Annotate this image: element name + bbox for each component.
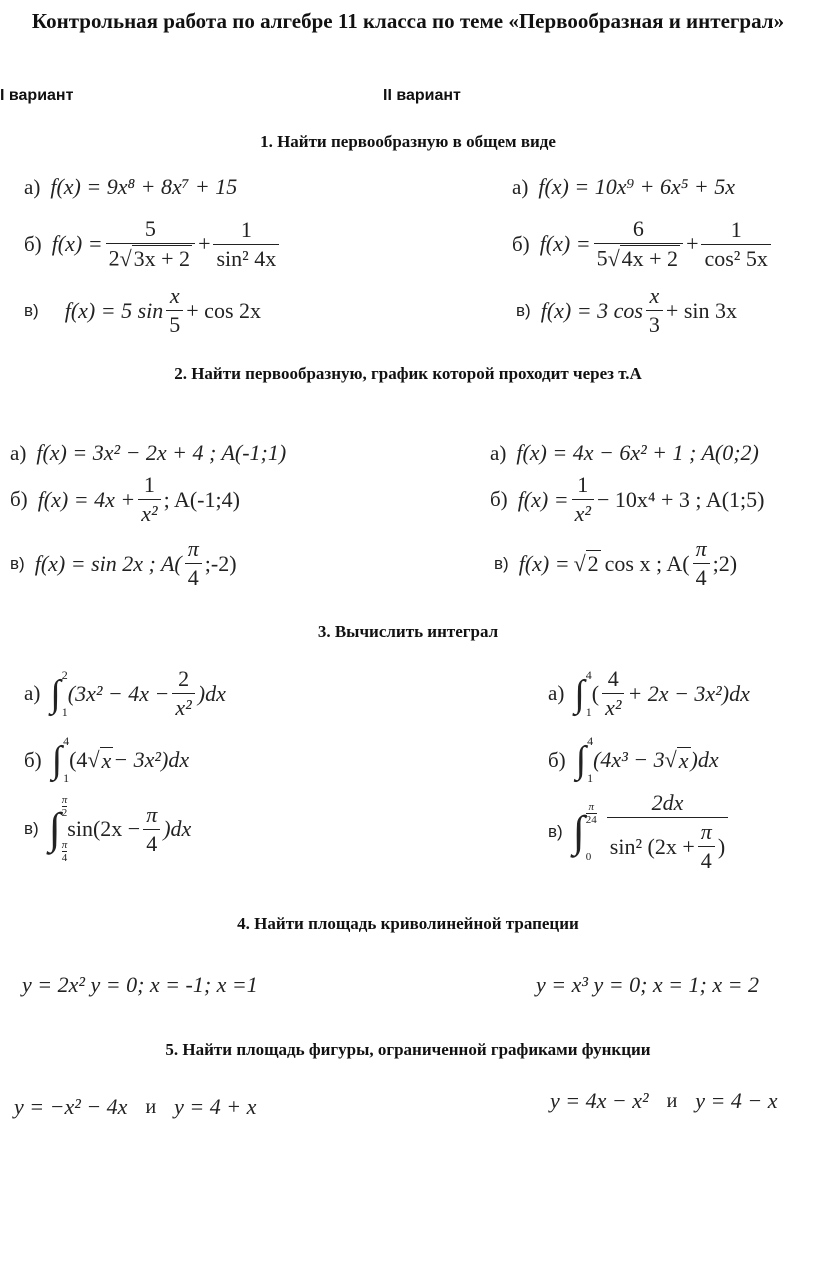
plus-sign: + bbox=[198, 231, 211, 256]
integrand-start: (4 bbox=[69, 747, 88, 772]
task2-v1-c bbox=[10, 536, 237, 591]
integral-sign: ∫ 4 1 bbox=[575, 734, 594, 785]
fraction bbox=[185, 536, 202, 591]
task3-v1-b bbox=[24, 734, 189, 786]
fraction bbox=[693, 536, 710, 591]
fraction bbox=[172, 666, 194, 721]
upper-limit: 4 bbox=[585, 667, 592, 682]
task5-v1 bbox=[14, 1094, 256, 1120]
integral-sign: ∫ 4 1 bbox=[574, 667, 592, 719]
lower-limit: 1 bbox=[61, 704, 68, 719]
numerator: 2 bbox=[178, 666, 190, 691]
section-3-heading: 3. Вычислить интеграл bbox=[317, 622, 499, 641]
integral-sign: ∫ $\frac{\pi}{2}$ $\frac{\pi}{4}$ bbox=[48, 794, 68, 864]
label-b: б) bbox=[24, 231, 42, 256]
integral-sign: ∫ $\frac{\pi}{24}$ 0 bbox=[572, 801, 597, 863]
sqrt: √ x bbox=[664, 747, 689, 773]
denominator: 4 bbox=[143, 829, 160, 857]
formula: f(x) = 4x − 6x² + 1 ; A(0;2) bbox=[516, 440, 759, 465]
fraction bbox=[602, 666, 624, 721]
denominator-start: sin² (2x + bbox=[609, 833, 695, 859]
formula-lhs: f(x) = bbox=[51, 231, 103, 256]
formula: f(x) = 10x⁹ + 6x⁵ + 5x bbox=[538, 174, 735, 199]
formula-lhs: f(x) = sin 2x ; A( bbox=[34, 550, 182, 576]
radicand: x bbox=[101, 747, 112, 773]
plus-sign: + bbox=[686, 231, 699, 256]
variant-1-label: I вариант bbox=[0, 87, 74, 104]
numerator: π bbox=[61, 839, 68, 851]
integrand-end: )dx bbox=[163, 816, 192, 841]
label-b: б) bbox=[490, 487, 508, 511]
denominator: cos² 5x bbox=[701, 244, 770, 272]
lower-limit bbox=[62, 839, 68, 864]
section-4-heading: 4. Найти площадь криволинейной трапеции bbox=[237, 914, 579, 933]
formula: f(x) = 3x² − 2x + 4 ; A(-1;1) bbox=[36, 440, 287, 465]
numerator: 1 bbox=[240, 216, 252, 242]
upper-limit bbox=[586, 801, 597, 826]
task3-v2-c bbox=[548, 790, 731, 874]
numerator: 1 bbox=[730, 216, 742, 242]
denominator: x² bbox=[602, 693, 624, 721]
denominator: x² bbox=[572, 499, 594, 527]
denominator: 5 bbox=[166, 310, 183, 338]
formula-mid: cos x ; A( bbox=[604, 550, 690, 576]
label-a: а) bbox=[490, 440, 507, 465]
sqrt: √ 2 bbox=[573, 550, 599, 576]
task1-v1-c bbox=[24, 283, 261, 338]
denominator: x² bbox=[172, 693, 194, 721]
label-b: б) bbox=[548, 747, 566, 772]
radicand: 3x + 2 bbox=[133, 246, 191, 271]
task3-v1-a bbox=[24, 666, 226, 721]
formula-lhs: f(x) = bbox=[518, 550, 570, 576]
label-b: б) bbox=[24, 747, 42, 772]
integral-sign: ∫ 2 1 bbox=[50, 667, 68, 719]
label-v: в) bbox=[548, 822, 563, 841]
page-title: Контрольная работа по алгебре 11 класса по теме «Первообразная и интеграл» bbox=[31, 9, 785, 33]
task3-v1-c bbox=[24, 794, 191, 864]
integrand-end: − 3x²)dx bbox=[113, 747, 190, 772]
label-a: а) bbox=[24, 174, 41, 199]
denominator: 4 bbox=[185, 563, 202, 591]
fraction bbox=[646, 283, 663, 338]
upper-limit: 4 bbox=[63, 734, 70, 748]
formula-2: y = 4 + x bbox=[174, 1094, 257, 1119]
sqrt: √ x bbox=[87, 747, 112, 773]
formula-rest: ;2) bbox=[712, 550, 738, 576]
task2-v1-a bbox=[10, 440, 286, 466]
denominator: 4 bbox=[693, 563, 710, 591]
formula-rest: ; A(-1;4) bbox=[163, 486, 240, 512]
label-v: в) bbox=[494, 553, 509, 573]
denominator bbox=[106, 243, 196, 272]
task1-v2-a bbox=[512, 174, 735, 200]
numerator: 1 bbox=[143, 472, 155, 497]
formula-lhs: f(x) = 4x + bbox=[37, 486, 136, 512]
denominator bbox=[594, 243, 684, 272]
fraction bbox=[143, 802, 160, 857]
formula-rest: + sin 3x bbox=[665, 297, 737, 323]
label-v: в) bbox=[24, 300, 39, 320]
formula-lhs: f(x) = bbox=[517, 486, 569, 512]
fraction bbox=[166, 283, 183, 338]
denominator: 3 bbox=[646, 310, 663, 338]
task1-v2-c bbox=[516, 283, 737, 338]
formula-rest: − 10x⁴ + 3 ; A(1;5) bbox=[596, 486, 765, 512]
formula-lhs: f(x) = 5 sin bbox=[64, 297, 164, 323]
denominator bbox=[607, 817, 728, 874]
label-a: а) bbox=[512, 174, 529, 199]
label-a: а) bbox=[548, 681, 565, 705]
section-2-heading: 2. Найти первообразную, график которой проходит через т.А bbox=[174, 364, 642, 383]
fraction bbox=[594, 216, 684, 272]
section-1-heading: 1. Найти первообразную в общем виде bbox=[260, 132, 556, 151]
integrand-end: )dx bbox=[690, 747, 719, 772]
task5-v2 bbox=[550, 1088, 778, 1114]
conjunction: и bbox=[666, 1089, 678, 1112]
conjunction: и bbox=[145, 1095, 157, 1118]
task3-v2-a bbox=[548, 666, 750, 721]
formula: f(x) = 9x⁸ + 8x⁷ + 15 bbox=[50, 174, 238, 199]
lower-limit: 1 bbox=[585, 704, 592, 719]
denominator-end: ) bbox=[717, 833, 726, 859]
denominator: 24 bbox=[585, 814, 597, 826]
numerator: π bbox=[187, 536, 199, 561]
radicand: x bbox=[678, 747, 689, 773]
upper-limit: 2 bbox=[61, 667, 68, 682]
numerator: 2dx bbox=[651, 790, 684, 815]
formula: y = x³ y = 0; x = 1; x = 2 bbox=[536, 972, 759, 997]
formula-lhs: f(x) = bbox=[539, 231, 591, 256]
denominator: sin² 4x bbox=[213, 244, 279, 272]
task2-v2-a bbox=[490, 440, 759, 466]
denominator: 2 bbox=[61, 807, 68, 819]
numerator: 6 bbox=[632, 216, 644, 241]
integrand-start: (3x² − 4x − bbox=[67, 680, 170, 706]
numerator: 4 bbox=[607, 666, 619, 691]
upper-limit: 4 bbox=[587, 734, 594, 748]
inner-fraction bbox=[698, 819, 715, 874]
denominator: 4 bbox=[698, 846, 715, 874]
lower-limit: 1 bbox=[587, 771, 594, 785]
numerator: x bbox=[649, 283, 660, 308]
coefficient: 5 bbox=[596, 245, 608, 271]
numerator: π bbox=[61, 794, 68, 806]
radicand: 2 bbox=[587, 551, 599, 576]
numerator: π bbox=[700, 819, 712, 844]
sqrt: √ 4x + 2 bbox=[607, 245, 679, 271]
task1-v1-a bbox=[24, 174, 237, 200]
numerator: 1 bbox=[577, 472, 589, 497]
label-v: в) bbox=[516, 300, 531, 320]
task4-v2 bbox=[536, 972, 759, 998]
numerator: 5 bbox=[144, 216, 156, 241]
numerator: π bbox=[588, 801, 595, 813]
fraction bbox=[213, 217, 279, 272]
fraction bbox=[572, 472, 594, 527]
label-v: в) bbox=[24, 819, 39, 838]
fraction bbox=[138, 472, 160, 527]
sqrt: √ 3x + 2 bbox=[119, 245, 191, 271]
variant-2-label: II вариант bbox=[383, 87, 461, 104]
label-a: а) bbox=[24, 681, 41, 705]
task2-v2-c bbox=[494, 536, 737, 591]
task3-v2-b bbox=[548, 734, 719, 786]
task1-v2-b bbox=[512, 216, 774, 272]
formula-1: y = −x² − 4x bbox=[14, 1094, 128, 1119]
formula: y = 2x² y = 0; x = -1; x =1 bbox=[22, 972, 258, 997]
radicand: 4x + 2 bbox=[621, 246, 679, 271]
integrand-end: )dx bbox=[197, 680, 226, 706]
integrand-start: ( bbox=[591, 680, 600, 706]
denominator: 4 bbox=[61, 852, 68, 864]
denominator: x² bbox=[138, 499, 160, 527]
label-b: б) bbox=[10, 487, 28, 511]
integrand-start: sin(2x − bbox=[67, 816, 141, 841]
formula-2: y = 4 − x bbox=[695, 1088, 778, 1113]
numerator: x bbox=[169, 283, 180, 308]
label-v: в) bbox=[10, 553, 25, 573]
integral-sign: ∫ 4 1 bbox=[51, 734, 70, 785]
numerator: π bbox=[695, 536, 707, 561]
lower-limit: 1 bbox=[63, 771, 70, 785]
coefficient: 2 bbox=[108, 245, 120, 271]
integrand-end: + 2x − 3x²)dx bbox=[627, 680, 750, 706]
formula-1: y = 4x − x² bbox=[550, 1088, 649, 1113]
task4-v1 bbox=[22, 972, 258, 998]
integrand-start: (4x³ − 3 bbox=[593, 747, 665, 772]
formula-rest: + cos 2x bbox=[186, 297, 261, 323]
lower-limit: 0 bbox=[585, 851, 592, 863]
fraction bbox=[701, 217, 770, 272]
formula-rest: ;-2) bbox=[204, 550, 237, 576]
numerator: π bbox=[146, 801, 158, 827]
formula-lhs: f(x) = 3 cos bbox=[540, 297, 643, 323]
label-a: а) bbox=[10, 440, 27, 465]
fraction bbox=[607, 790, 728, 874]
fraction bbox=[106, 216, 196, 272]
section-5-heading: 5. Найти площадь фигуры, ограниченной графиками функции bbox=[165, 1040, 651, 1059]
task2-v2-b bbox=[490, 472, 764, 527]
label-b: б) bbox=[512, 231, 530, 256]
task2-v1-b bbox=[10, 472, 240, 527]
task1-v1-b bbox=[24, 216, 282, 272]
